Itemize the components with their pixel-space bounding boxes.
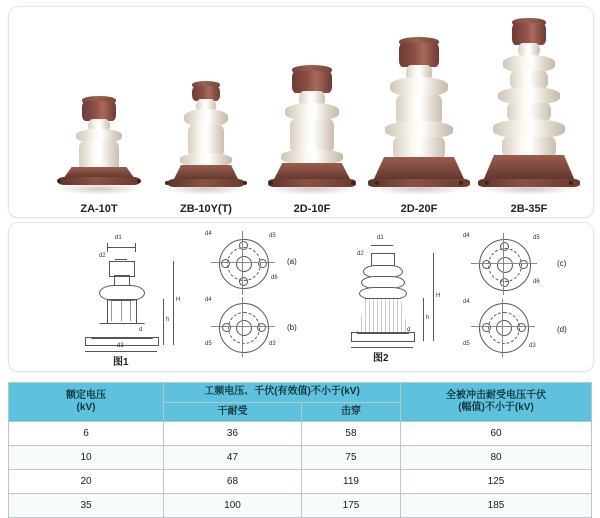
product-caption: ZA-10T — [80, 203, 118, 215]
porcelain-shed-lower — [281, 149, 343, 165]
inner-circle — [236, 320, 252, 336]
dimension-H: H — [176, 297, 181, 303]
dimension-line — [351, 347, 413, 348]
cell-rated-voltage: 35 — [9, 494, 164, 518]
dimension-d4: d4 — [205, 297, 212, 303]
porcelain-body-3 — [502, 137, 556, 157]
metal-cap — [399, 43, 439, 67]
cell-puncture: 75 — [301, 446, 400, 470]
inner-circle — [236, 256, 252, 272]
dimension-d: d — [139, 327, 143, 333]
centerline-v — [242, 297, 243, 357]
bolt-hole — [239, 277, 248, 286]
metal-base-plate — [58, 177, 140, 185]
bolt-hole — [221, 259, 230, 268]
bolt-hole — [258, 259, 267, 268]
header-dry-withstand: 干耐受 — [164, 402, 302, 422]
centerline-v — [503, 233, 504, 295]
product-2d-10f — [257, 7, 367, 217]
mounting-hole — [137, 179, 141, 183]
cell-puncture: 175 — [301, 494, 400, 518]
table-header-row-1 — [9, 383, 592, 403]
figure-label-2: 图2 — [373, 353, 389, 364]
dimension-line-h-total — [173, 261, 174, 345]
porcelain-body — [290, 119, 334, 153]
centerline-h — [471, 326, 535, 327]
product-caption: 2D-10F — [293, 203, 331, 215]
bolt-hole — [500, 242, 509, 251]
metal-base-plate — [268, 179, 356, 187]
metal-base-flange — [483, 155, 575, 181]
bolt-hole — [482, 323, 491, 332]
porcelain-shed-upper — [390, 77, 448, 97]
metal-base-plate — [368, 179, 470, 187]
cell-rated-voltage: 10 — [9, 446, 164, 470]
centerline-v — [242, 231, 243, 295]
mounting-hole — [243, 181, 247, 185]
dimension-line — [115, 259, 127, 260]
table-row — [9, 494, 592, 518]
product-photo-panel — [8, 6, 594, 218]
table-body — [9, 422, 592, 518]
dimension-line — [85, 351, 157, 352]
table-row — [9, 470, 592, 494]
mounting-hole — [57, 179, 61, 183]
dimension-d2: d2 — [357, 251, 364, 257]
dimension-d6: d6 — [533, 279, 540, 285]
metal-base-plate — [478, 179, 580, 187]
outline-base — [351, 332, 415, 342]
dimension-d1: d1 — [377, 235, 384, 241]
mounting-hole — [269, 181, 273, 185]
cell-impulse: 185 — [401, 494, 592, 518]
figure-label-1: 图1 — [113, 357, 129, 368]
cell-dry-withstand: 47 — [164, 446, 302, 470]
dimension-d4: d4 — [463, 233, 470, 239]
insulator-body — [49, 83, 149, 193]
cell-rated-voltage: 6 — [9, 422, 164, 446]
dimension-line-h — [423, 298, 424, 341]
header-rated-voltage — [9, 383, 164, 422]
specification-table — [8, 382, 592, 518]
porcelain-body-lower — [393, 137, 445, 159]
insulator-body — [257, 58, 367, 193]
metal-base-plate — [168, 179, 244, 187]
cell-puncture: 119 — [301, 470, 400, 494]
bolt-hole — [222, 323, 231, 332]
drawing-fig2 — [329, 231, 459, 363]
dimension-tick — [135, 243, 136, 252]
dimension-H: H — [436, 293, 441, 299]
dimension-d3: d3 — [529, 343, 536, 349]
porcelain-body — [79, 141, 119, 171]
cell-dry-withstand: 100 — [164, 494, 302, 518]
header-rated-voltage-line2: (kV) — [76, 402, 96, 413]
mounting-hole — [485, 181, 489, 185]
dimension-line — [107, 247, 135, 248]
bolt-hole — [517, 323, 526, 332]
porcelain-shed-lower — [180, 153, 232, 167]
centerline-v — [502, 299, 503, 357]
view-tag-a: (a) — [287, 257, 297, 266]
header-impulse-line2: (幅值)不小于(kV) — [458, 402, 534, 413]
mounting-hole — [165, 181, 169, 185]
dimension-d2: d2 — [99, 253, 106, 259]
view-tag-b: (b) — [287, 323, 297, 332]
dimension-tick — [107, 243, 108, 252]
product-caption: 2D-20F — [400, 203, 438, 215]
inner-circle — [496, 320, 512, 336]
dimension-d6: d6 — [271, 275, 278, 281]
header-impulse-line1: 全被冲击耐受电压千伏 — [446, 389, 546, 401]
mounting-hole — [351, 181, 355, 185]
table-head — [9, 383, 592, 422]
centerline-h — [211, 326, 275, 327]
bolt-hole — [519, 260, 528, 269]
drawing-view-c — [457, 231, 577, 297]
dimension-line-h-total — [433, 253, 434, 341]
technical-drawings-panel — [8, 222, 594, 372]
header-impulse-voltage — [401, 383, 592, 422]
insulator-body — [361, 33, 477, 193]
mounting-hole — [375, 181, 379, 185]
dimension-d5: d5 — [269, 233, 276, 239]
product-2d-20f — [361, 7, 477, 217]
dimension-line-h — [163, 299, 164, 345]
cell-impulse: 80 — [401, 446, 592, 470]
view-tag-d: (d) — [557, 325, 567, 334]
dimension-d3: d3 — [269, 341, 276, 347]
product-zb-10yt — [153, 7, 259, 217]
dimension-h: h — [426, 315, 430, 321]
hatch — [111, 301, 112, 321]
dimension-d4: d4 — [463, 299, 470, 305]
cell-rated-voltage: 20 — [9, 470, 164, 494]
dimension-line — [371, 245, 393, 246]
cell-impulse: 60 — [401, 422, 592, 446]
header-rated-voltage-line1: 额定电压 — [66, 389, 106, 401]
hatch — [121, 301, 122, 321]
product-caption: 2B-35F — [510, 203, 548, 215]
drawing-view-d — [457, 299, 577, 363]
dimension-d5: d5 — [205, 341, 212, 347]
dimension-d5: d5 — [463, 341, 470, 347]
cell-puncture: 58 — [301, 422, 400, 446]
table-row — [9, 422, 592, 446]
centerline-h — [471, 263, 537, 264]
hatch — [130, 301, 131, 321]
dimension-d: d — [407, 327, 411, 333]
mounting-hole — [569, 181, 573, 185]
cell-impulse: 125 — [401, 470, 592, 494]
centerline-h — [211, 262, 275, 263]
metal-base-flange — [373, 157, 465, 181]
bolt-hole — [257, 323, 266, 332]
cell-dry-withstand: 36 — [164, 422, 302, 446]
bolt-hole — [500, 278, 509, 287]
bolt-hole — [239, 241, 248, 250]
bolt-hole — [482, 260, 491, 269]
drawing-view-b — [199, 297, 299, 361]
metal-cap — [292, 71, 332, 93]
drawing-fig1 — [69, 231, 199, 368]
dimension-d3: d3 — [117, 343, 124, 349]
outline-body — [357, 298, 409, 334]
metal-cap — [82, 101, 116, 121]
dimension-h: h — [166, 317, 170, 323]
header-puncture: 击穿 — [301, 402, 400, 422]
mounting-hole — [459, 181, 463, 185]
table-row — [9, 446, 592, 470]
view-tag-c: (c) — [557, 259, 567, 268]
inner-circle — [497, 257, 513, 273]
product-za-10t — [49, 7, 149, 217]
dimension-d5: d5 — [533, 235, 540, 241]
dimension-d1: d1 — [115, 235, 122, 241]
dimension-d4: d4 — [205, 231, 212, 237]
porcelain-shed-3 — [493, 119, 565, 139]
drawing-view-a — [199, 231, 299, 295]
insulator-body — [153, 71, 259, 193]
insulator-body — [471, 13, 587, 193]
product-2b-35f — [471, 7, 587, 217]
header-power-frequency-group: 工频电压、千伏(有效值)不小于(kV) — [164, 383, 401, 403]
metal-cap — [512, 23, 546, 45]
product-caption: ZB-10Y(T) — [180, 203, 232, 215]
cell-dry-withstand: 68 — [164, 470, 302, 494]
